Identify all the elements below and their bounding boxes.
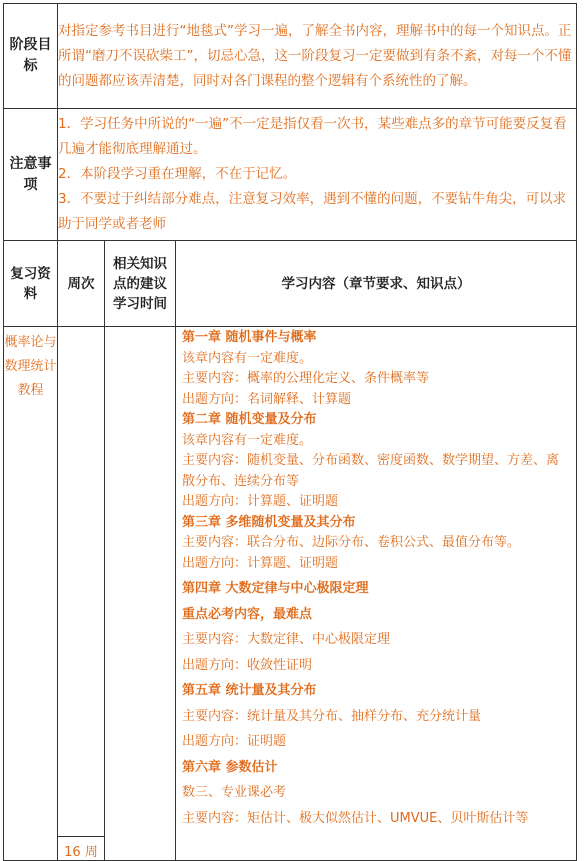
week-top-cell — [58, 327, 105, 837]
study-plan-table — [3, 3, 577, 861]
content-line: 出题方向：名词解释、计算题 — [182, 391, 352, 407]
week-cell: 16 周 — [58, 837, 105, 861]
material-cell: 概率论与数理统计教程 — [4, 327, 58, 861]
chapter-heading: 第六章 参数估计 — [182, 759, 278, 775]
content-line: 数三、专业课必考 — [182, 785, 287, 800]
goal-label: 阶段目标 — [4, 4, 58, 109]
time-cell — [105, 327, 176, 861]
content-line: 主要内容：统计量及其分布、抽样分布、充分统计量 — [182, 708, 482, 724]
notes-row — [4, 109, 577, 241]
content-line: 该章内容有一定难度。 — [182, 350, 313, 366]
note-item: 2．本阶段学习重在理解，不在于记忆。 — [58, 166, 297, 182]
content-line: 出题方向：计算题、证明题 — [182, 494, 339, 509]
notes-list — [58, 109, 577, 241]
chapter-heading: 第三章 多维随机变量及其分布 — [182, 514, 356, 530]
content-line: 主要内容：概率的公理化定义、条件概率等 — [182, 371, 430, 386]
chapter-heading: 第五章 统计量及其分布 — [182, 683, 317, 698]
notes-label: 注意事项 — [4, 109, 58, 241]
content-line: 主要内容：矩估计、极大似然估计、UMVUE、贝叶斯估计等 — [182, 810, 529, 826]
content-line: 出题方向：证明题 — [182, 734, 287, 749]
note-item: 1．学习任务中所说的“一遍”不一定是指仅看一次书，某些难点多的章节可能要反复看几遍才能彻底理解通过。 — [58, 116, 567, 157]
content-line: 主要内容：随机变量、分布函数、密度函数、数学期望、方差、离散分布、连续分布等 — [182, 453, 560, 489]
header-time: 相关知识点的建议学习时间 — [105, 241, 176, 327]
goal-text: 对指定参考书目进行“地毯式”学习一遍，了解全书内容，理解书中的每一个知识点。正所谓“磨刀不误砍柴工”，切忌心急，这一阶段复习一定要做到有条不紊，对每一个不懂的问题都应该弄清楚，同时对各门课程的整个逻辑有个系统性的了解。 — [58, 4, 577, 109]
content-line: 主要内容：联合分布、边际分布、卷积公式、最值分布等。 — [182, 535, 521, 550]
header-row — [4, 241, 577, 327]
goal-row — [4, 4, 577, 109]
content-line: 出题方向：计算题、证明题 — [182, 555, 339, 571]
content-line: 该章内容有一定难度。 — [182, 432, 313, 448]
content-cell — [176, 327, 577, 861]
header-material: 复习资料 — [4, 241, 58, 327]
chapter-heading: 重点必考内容，最难点 — [182, 606, 313, 622]
chapter-heading: 第一章 随机事件与概率 — [182, 330, 317, 345]
chapter-heading: 第二章 随机变量及分布 — [182, 412, 317, 427]
chapter-heading: 第四章 大数定律与中心极限定理 — [182, 581, 369, 596]
content-lines — [182, 328, 570, 829]
header-week: 周次 — [58, 241, 105, 327]
header-content: 学习内容（章节要求、知识点） — [176, 241, 577, 327]
content-row — [4, 327, 577, 837]
content-line: 主要内容：大数定律、中心极限定理 — [182, 632, 391, 647]
note-item: 3．不要过于纠结部分难点，注意复习效率，遇到不懂的问题，不要钻牛角尖，可以求助于同学或者老师 — [58, 191, 567, 232]
content-line: 出题方向：收敛性证明 — [182, 657, 313, 673]
